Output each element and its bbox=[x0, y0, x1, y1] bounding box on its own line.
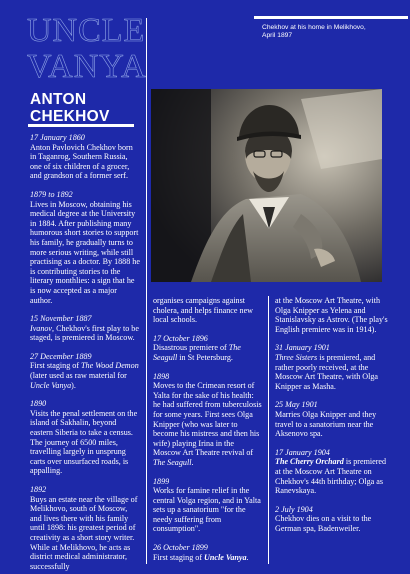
play-title: Ivanov bbox=[30, 323, 53, 333]
column-divider-right bbox=[268, 296, 269, 564]
title-line-2: VANYA bbox=[27, 48, 147, 85]
timeline-text: Lives in Moscow, obtaining his medical degree at the University in 1884. After publishing many humorous short stories to support his family, he gradually turns to more serious writing, while still practising as a doctor. By 1888 he is contributing stories to the literary monthlies: a sign that he is now accepted as a major author. bbox=[30, 199, 140, 305]
play-title: The Wood Demon bbox=[81, 361, 139, 371]
photo-caption bbox=[262, 24, 397, 41]
timeline-date: 1898 bbox=[153, 371, 170, 381]
timeline-text: Buys an estate near the village of Melikhovo, south of Moscow, and lives there with his family until 1898: his greatest period of creativity as a short story writer. While at Melikhovo, he acts as district medical administrator, successfully bbox=[30, 494, 138, 571]
timeline-date: 1899 bbox=[153, 476, 170, 486]
timeline-text: Anton Pavlovich Chekhov born in Taganrog, Southern Russia, one of six children of a grocer, and grandson of a former serf. bbox=[30, 142, 133, 181]
timeline-text bbox=[275, 353, 393, 391]
author-line-2: CHEKHOV bbox=[30, 108, 110, 125]
timeline-text: organises campaigns against cholera, and helps finance new local schools. bbox=[153, 296, 254, 325]
timeline-text-span: First staging of bbox=[30, 361, 82, 371]
timeline-date: 1879 to 1892 bbox=[30, 189, 73, 199]
timeline-column-2 bbox=[153, 296, 263, 562]
play-title: Three Sisters bbox=[275, 352, 318, 362]
caption-line-2: April 1897 bbox=[262, 32, 293, 40]
timeline-column-3 bbox=[275, 296, 393, 533]
timeline-text-span: . bbox=[191, 457, 194, 467]
author-name bbox=[30, 91, 110, 125]
chekhov-photograph bbox=[151, 89, 382, 282]
timeline-date: 2 July 1904 bbox=[275, 504, 313, 514]
timeline-text bbox=[153, 381, 263, 467]
timeline-text: Chekhov dies on a visit to the German spa, Badenweiler. bbox=[275, 514, 372, 533]
uncle-vanya-title bbox=[27, 8, 147, 85]
timeline-text-span: (later used as raw material for bbox=[30, 371, 127, 381]
timeline-date: 25 May 1901 bbox=[275, 400, 318, 410]
timeline-date: 15 November 1887 bbox=[30, 314, 92, 324]
play-title: The Seagull bbox=[153, 343, 241, 362]
caption-bar bbox=[254, 16, 408, 19]
timeline-text: Visits the penal settlement on the island of Sakhalin, beyond eastern Siberia to take a census. The journey of 6500 miles, travelling largely in unsprung carts over unsurfaced roads, is appalling. bbox=[30, 408, 138, 476]
column-divider-left bbox=[146, 18, 147, 564]
timeline-date: 17 October 1896 bbox=[153, 333, 208, 343]
timeline-date: 17 January 1904 bbox=[275, 447, 330, 457]
play-title: Uncle Vanya bbox=[30, 380, 72, 390]
timeline-date: 26 October 1899 bbox=[153, 543, 208, 553]
title-line-1: UNCLE bbox=[27, 12, 146, 49]
timeline-date: 1890 bbox=[30, 399, 47, 409]
play-title: Uncle Vanya bbox=[204, 552, 247, 562]
timeline-text-span: . bbox=[246, 552, 249, 562]
timeline-text-span: Disastrous premiere of bbox=[153, 343, 229, 353]
timeline-column-1 bbox=[30, 133, 140, 571]
timeline-text: Marries Olga Knipper and they travel to a sanatorium near the Aksenovo spa. bbox=[275, 409, 377, 439]
timeline-text-span: ). bbox=[71, 380, 76, 390]
play-title: The Seagull bbox=[153, 457, 192, 467]
timeline-text: Works for famine relief in the central Volga region, and in Yalta sets up a sanatorium "for the needy suffering from consumption". bbox=[153, 486, 261, 534]
photo-illustration bbox=[151, 89, 382, 282]
timeline-date: 27 December 1889 bbox=[30, 351, 92, 361]
timeline-text bbox=[30, 361, 140, 390]
play-title: The Cherry Orchard bbox=[275, 457, 344, 467]
timeline-text-span: in St Petersburg. bbox=[177, 352, 233, 362]
timeline-text-span: Moves to the Crimean resort of Yalta for the sake of his health: he had suffered from tuberculosis for some years. First sees Olga Knipper (who was later to become his mistress and then his wife) playing Irina in the Moscow Art Theatre revival of bbox=[153, 381, 262, 458]
timeline-text bbox=[153, 553, 263, 563]
author-line-1: ANTON bbox=[30, 91, 87, 108]
timeline-date: 1892 bbox=[30, 485, 47, 494]
timeline-text-span: is premiered at the Moscow Art Theatre on Chekhov's 44th birthday; Olga as Ranevskaya. bbox=[275, 457, 387, 496]
timeline-text-span: , Chekhov's first play to be staged, is premiered in Moscow. bbox=[30, 323, 139, 343]
timeline-date: 31 January 1901 bbox=[275, 343, 330, 353]
timeline-text: at the Moscow Art Theatre, with Olga Knipper as Yelena and Stanislavsky as Astrov. (The play's English premiere was in 1914). bbox=[275, 296, 388, 334]
timeline-text bbox=[30, 324, 140, 343]
caption-line-1: Chekhov at his home in Melikhovo, bbox=[262, 24, 366, 31]
timeline-text bbox=[153, 343, 263, 362]
timeline-date: 17 January 1860 bbox=[30, 133, 85, 142]
timeline-text-span: is premiered, and rather poorly received, at the Moscow Art Theatre, with Olga Knipper as Masha. bbox=[275, 352, 379, 391]
timeline-text-span: First staging of bbox=[153, 552, 205, 562]
timeline-text bbox=[275, 457, 393, 495]
